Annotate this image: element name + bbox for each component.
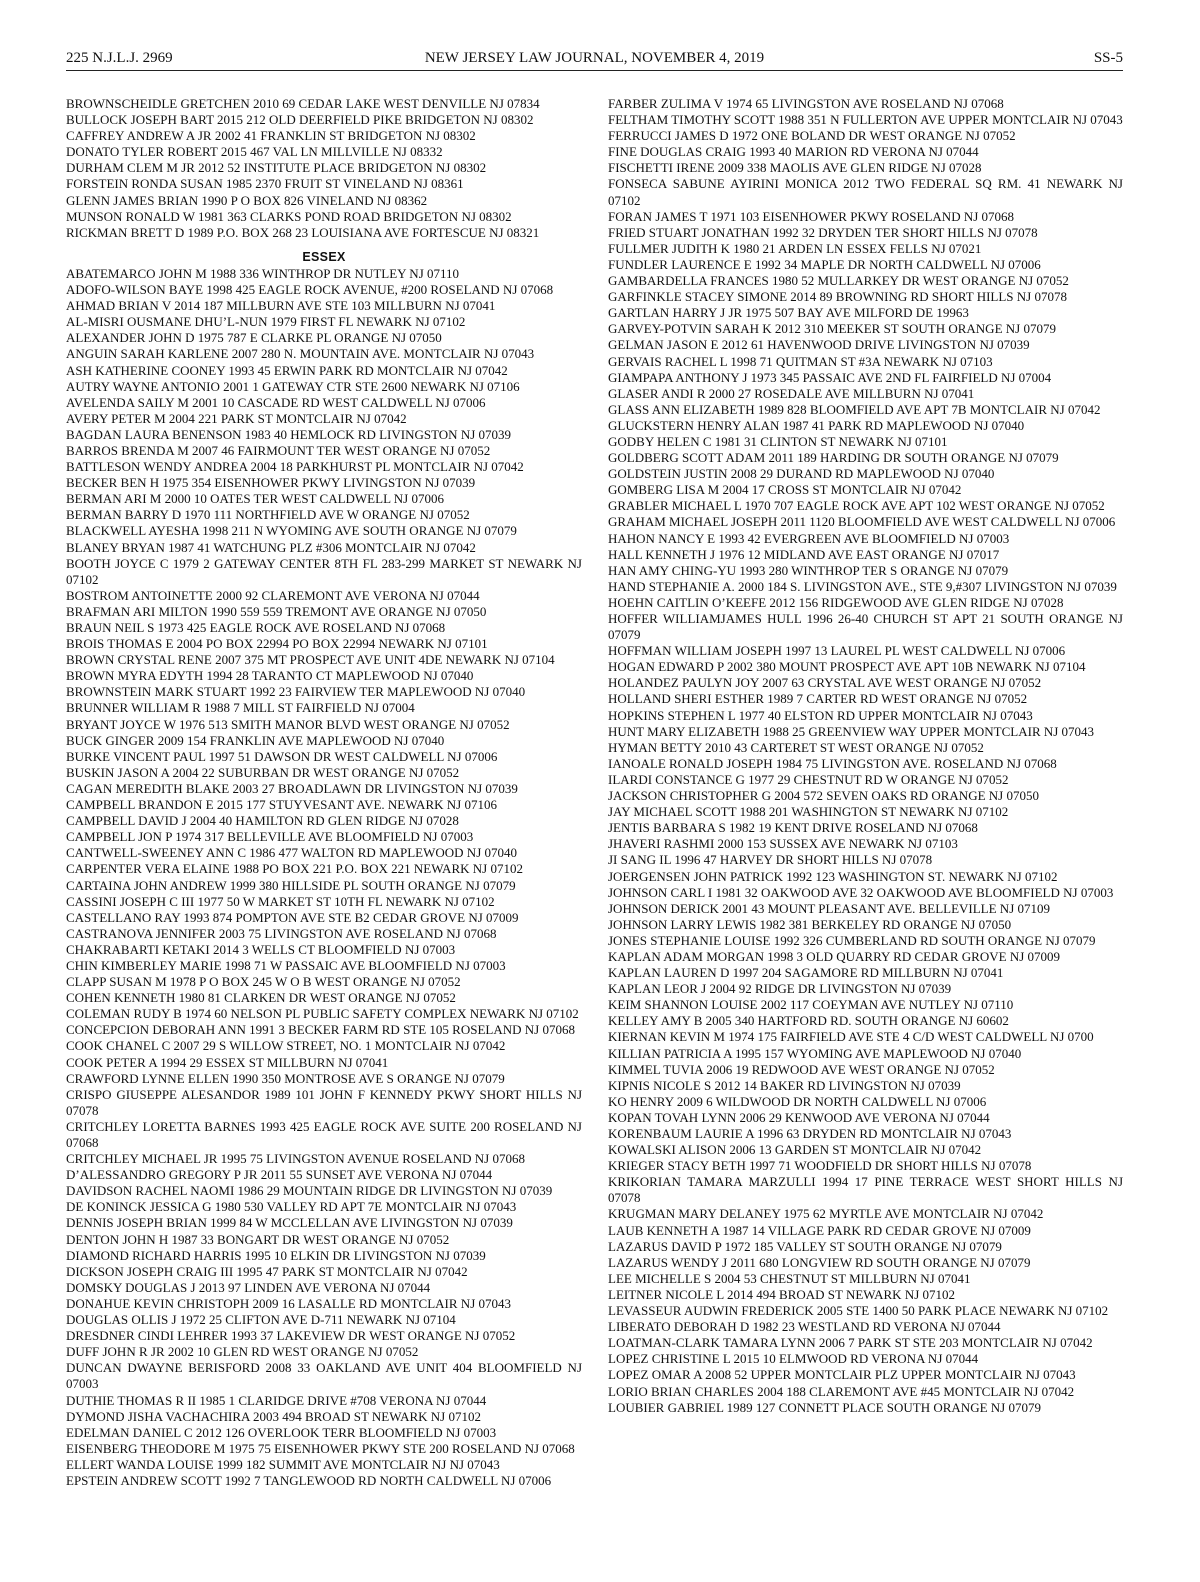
attorney-entry: HYMAN BETTY 2010 43 CARTERET ST WEST ORANGE NJ 07052 bbox=[608, 739, 984, 755]
attorney-entry: KRIEGER STACY BETH 1997 71 WOODFIELD DR SHORT HILLS NJ 07078 bbox=[608, 1158, 1032, 1174]
attorney-entry: IANOALE RONALD JOSEPH 1984 75 LIVINGSTON AVE. ROSELAND NJ 07068 bbox=[608, 755, 1057, 771]
attorney-entry: JONES STEPHANIE LOUISE 1992 326 CUMBERLAND RD SOUTH ORANGE NJ 07079 bbox=[608, 932, 1096, 948]
attorney-entry: CANTWELL-SWEENEY ANN C 1986 477 WALTON RD MAPLEWOOD NJ 07040 bbox=[66, 845, 518, 861]
attorney-entry: CASSINI JOSEPH C III 1977 50 W MARKET ST 10TH FL NEWARK NJ 07102 bbox=[66, 893, 495, 909]
attorney-entry: MUNSON RONALD W 1981 363 CLARKS POND ROAD BRIDGETON NJ 08302 bbox=[66, 208, 512, 224]
attorney-entry: GERVAIS RACHEL L 1998 71 QUITMAN ST #3A NEWARK NJ 07103 bbox=[608, 353, 993, 369]
attorney-entry: CASTRANOVA JENNIFER 2003 75 LIVINGSTON AVE ROSELAND NJ 07068 bbox=[66, 925, 497, 941]
attorney-entry: GLUCKSTERN HENRY ALAN 1987 41 PARK RD MAPLEWOOD NJ 07040 bbox=[608, 417, 1025, 433]
attorney-entry: HUNT MARY ELIZABETH 1988 25 GREENVIEW WAY UPPER MONTCLAIR NJ 07043 bbox=[608, 723, 1095, 739]
attorney-entry: DAVIDSON RACHEL NAOMI 1986 29 MOUNTAIN RIDGE DR LIVINGSTON NJ 07039 bbox=[66, 1183, 553, 1199]
attorney-entry: GLENN JAMES BRIAN 1990 P O BOX 826 VINELAND NJ 08362 bbox=[66, 192, 428, 208]
attorney-entry: ADOFO-WILSON BAYE 1998 425 EAGLE ROCK AVENUE, #200 ROSELAND NJ 07068 bbox=[66, 282, 554, 298]
attorney-entry: DE KONINCK JESSICA G 1980 530 VALLEY RD APT 7E MONTCLAIR NJ 07043 bbox=[66, 1199, 517, 1215]
attorney-entry: BUSKIN JASON A 2004 22 SUBURBAN DR WEST ORANGE NJ 07052 bbox=[66, 764, 460, 780]
attorney-entry: JAY MICHAEL SCOTT 1988 201 WASHINGTON ST NEWARK NJ 07102 bbox=[608, 804, 1009, 820]
attorney-entry: BRUNNER WILLIAM R 1988 7 MILL ST FAIRFIELD NJ 07004 bbox=[66, 700, 415, 716]
left-column bbox=[66, 96, 582, 1489]
attorney-entry: HOPKINS STEPHEN L 1977 40 ELSTON RD UPPER MONTCLAIR NJ 07043 bbox=[608, 707, 1033, 723]
attorney-entry: BERMAN ARI M 2000 10 OATES TER WEST CALDWELL NJ 07006 bbox=[66, 491, 444, 507]
attorney-entry: HAN AMY CHING-YU 1993 280 WINTHROP TER S ORANGE NJ 07079 bbox=[608, 562, 1009, 578]
attorney-entry: BECKER BEN H 1975 354 EISENHOWER PKWY LIVINGSTON NJ 07039 bbox=[66, 475, 476, 491]
attorney-entry: GOMBERG LISA M 2004 17 CROSS ST MONTCLAIR NJ 07042 bbox=[608, 482, 962, 498]
attorney-entry: LOPEZ OMAR A 2008 52 UPPER MONTCLAIR PLZ UPPER MONTCLAIR NJ 07043 bbox=[608, 1367, 1076, 1383]
attorney-entry: CLAPP SUSAN M 1978 P O BOX 245 W O B WEST ORANGE NJ 07052 bbox=[66, 974, 461, 990]
attorney-entry: JOHNSON CARL I 1981 32 OAKWOOD AVE 32 OAKWOOD AVE BLOOMFIELD NJ 07003 bbox=[608, 884, 1114, 900]
attorney-entry: BOSTROM ANTOINETTE 2000 92 CLAREMONT AVE VERONA NJ 07044 bbox=[66, 587, 480, 603]
attorney-entry: CARTAINA JOHN ANDREW 1999 380 HILLSIDE PL SOUTH ORANGE NJ 07079 bbox=[66, 877, 516, 893]
attorney-entry: COOK CHANEL C 2007 29 S WILLOW STREET, NO. 1 MONTCLAIR NJ 07042 bbox=[66, 1038, 506, 1054]
attorney-entry: KAPLAN ADAM MORGAN 1998 3 OLD QUARRY RD CEDAR GROVE NJ 07009 bbox=[608, 948, 1061, 964]
attorney-entry: GOLDSTEIN JUSTIN 2008 29 DURAND RD MAPLEWOOD NJ 07040 bbox=[608, 466, 995, 482]
attorney-entry: LIBERATO DEBORAH D 1982 23 WESTLAND RD VERONA NJ 07044 bbox=[608, 1319, 1001, 1335]
attorney-entry: KRUGMAN MARY DELANEY 1975 62 MYRTLE AVE MONTCLAIR NJ 07042 bbox=[608, 1206, 1044, 1222]
attorney-entry: KILLIAN PATRICIA A 1995 157 WYOMING AVE MAPLEWOOD NJ 07040 bbox=[608, 1045, 1022, 1061]
essex-list-left bbox=[66, 266, 582, 1489]
attorney-entry: ANGUIN SARAH KARLENE 2007 280 N. MOUNTAIN AVE. MONTCLAIR NJ 07043 bbox=[66, 346, 535, 362]
attorney-entry: DUFF JOHN R JR 2002 10 GLEN RD WEST ORANGE NJ 07052 bbox=[66, 1344, 419, 1360]
attorney-entry: LAZARUS DAVID P 1972 185 VALLEY ST SOUTH ORANGE NJ 07079 bbox=[608, 1238, 1002, 1254]
attorney-entry: CHAKRABARTI KETAKI 2014 3 WELLS CT BLOOMFIELD NJ 07003 bbox=[66, 941, 456, 957]
attorney-entry: LEITNER NICOLE L 2014 494 BROAD ST NEWARK NJ 07102 bbox=[608, 1286, 956, 1302]
attorney-entry: LOPEZ CHRISTINE L 2015 10 ELMWOOD RD VERONA NJ 07044 bbox=[608, 1351, 979, 1367]
attorney-entry: ILARDI CONSTANCE G 1977 29 CHESTNUT RD W ORANGE NJ 07052 bbox=[608, 771, 1009, 787]
attorney-entry: CONCEPCION DEBORAH ANN 1991 3 BECKER FARM RD STE 105 ROSELAND NJ 07068 bbox=[66, 1022, 575, 1038]
attorney-entry: EISENBERG THEODORE M 1975 75 EISENHOWER PKWY STE 200 ROSELAND NJ 07068 bbox=[66, 1440, 575, 1456]
attorney-entry: ALEXANDER JOHN D 1975 787 E CLARKE PL ORANGE NJ 07050 bbox=[66, 330, 442, 346]
attorney-entry: CAFFREY ANDREW A JR 2002 41 FRANKLIN ST BRIDGETON NJ 08302 bbox=[66, 128, 476, 144]
attorney-entry: GLASS ANN ELIZABETH 1989 828 BLOOMFIELD AVE APT 7B MONTCLAIR NJ 07042 bbox=[608, 401, 1101, 417]
attorney-entry: DURHAM CLEM M JR 2012 52 INSTITUTE PLACE BRIDGETON NJ 08302 bbox=[66, 160, 487, 176]
prior-county-list bbox=[66, 96, 582, 241]
attorney-entry: FINE DOUGLAS CRAIG 1993 40 MARION RD VERONA NJ 07044 bbox=[608, 144, 979, 160]
attorney-entry: GELMAN JASON E 2012 61 HAVENWOOD DRIVE LIVINGSTON NJ 07039 bbox=[608, 337, 1030, 353]
attorney-entry: GRAHAM MICHAEL JOSEPH 2011 1120 BLOOMFIELD AVE WEST CALDWELL NJ 07006 bbox=[608, 514, 1116, 530]
attorney-entry: GAMBARDELLA FRANCES 1980 52 MULLARKEY DR WEST ORANGE NJ 07052 bbox=[608, 273, 1069, 289]
attorney-entry: CRITCHLEY MICHAEL JR 1995 75 LIVINGSTON AVENUE ROSELAND NJ 07068 bbox=[66, 1151, 525, 1167]
attorney-entry: GARVEY-POTVIN SARAH K 2012 310 MEEKER ST SOUTH ORANGE NJ 07079 bbox=[608, 321, 1056, 337]
attorney-entry: BATTLESON WENDY ANDREA 2004 18 PARKHURST PL MONTCLAIR NJ 07042 bbox=[66, 459, 524, 475]
attorney-entry: DOMSKY DOUGLAS J 2013 97 LINDEN AVE VERONA NJ 07044 bbox=[66, 1279, 431, 1295]
attorney-entry: HOLLAND SHERI ESTHER 1989 7 CARTER RD WEST ORANGE NJ 07052 bbox=[608, 691, 1028, 707]
attorney-entry: HALL KENNETH J 1976 12 MIDLAND AVE EAST ORANGE NJ 07017 bbox=[608, 546, 1000, 562]
attorney-entry: EPSTEIN ANDREW SCOTT 1992 7 TANGLEWOOD RD NORTH CALDWELL NJ 07006 bbox=[66, 1472, 552, 1488]
attorney-entry: FERRUCCI JAMES D 1972 ONE BOLAND DR WEST ORANGE NJ 07052 bbox=[608, 128, 1016, 144]
attorney-entry: FONSECA SABUNE AYIRINI MONICA 2012 TWO FEDERAL SQ RM. 41 NEWARK NJ 07102 bbox=[608, 176, 1123, 208]
attorney-entry: LORIO BRIAN CHARLES 2004 188 CLAREMONT AVE #45 MONTCLAIR NJ 07042 bbox=[608, 1383, 1075, 1399]
attorney-entry: FISCHETTI IRENE 2009 338 MAOLIS AVE GLEN RIDGE NJ 07028 bbox=[608, 160, 982, 176]
attorney-entry: DUNCAN DWAYNE BERISFORD 2008 33 OAKLAND AVE UNIT 404 BLOOMFIELD NJ 07003 bbox=[66, 1360, 582, 1392]
attorney-entry: CAGAN MEREDITH BLAKE 2003 27 BROADLAWN DR LIVINGSTON NJ 07039 bbox=[66, 780, 518, 796]
attorney-entry: BROWNSTEIN MARK STUART 1992 23 FAIRVIEW TER MAPLEWOOD NJ 07040 bbox=[66, 684, 526, 700]
attorney-entry: FORSTEIN RONDA SUSAN 1985 2370 FRUIT ST VINELAND NJ 08361 bbox=[66, 176, 464, 192]
attorney-entry: CRAWFORD LYNNE ELLEN 1990 350 MONTROSE AVE S ORANGE NJ 07079 bbox=[66, 1070, 505, 1086]
attorney-entry: BRAUN NEIL S 1973 425 EAGLE ROCK AVE ROSELAND NJ 07068 bbox=[66, 620, 446, 635]
attorney-entry: JACKSON CHRISTOPHER G 2004 572 SEVEN OAKS RD ORANGE NJ 07050 bbox=[608, 788, 1039, 804]
attorney-entry: AVELENDA SAILY M 2001 10 CASCADE RD WEST CALDWELL NJ 07006 bbox=[66, 394, 486, 410]
citation: 225 N.J.L.J. 2969 bbox=[66, 50, 173, 66]
attorney-entry: GARTLAN HARRY J JR 1975 507 BAY AVE MILFORD DE 19963 bbox=[608, 305, 969, 321]
attorney-entry: BUCK GINGER 2009 154 FRANKLIN AVE MAPLEWOOD NJ 07040 bbox=[66, 732, 445, 748]
attorney-entry: BLACKWELL AYESHA 1998 211 N WYOMING AVE SOUTH ORANGE NJ 07079 bbox=[66, 523, 517, 539]
attorney-entry: COOK PETER A 1994 29 ESSEX ST MILLBURN NJ 07041 bbox=[66, 1054, 389, 1070]
attorney-entry: KEIM SHANNON LOUISE 2002 117 COEYMAN AVE NUTLEY NJ 07110 bbox=[608, 997, 1014, 1013]
attorney-entry: ELLERT WANDA LOUISE 1999 182 SUMMIT AVE MONTCLAIR NJ NJ 07043 bbox=[66, 1456, 500, 1472]
attorney-entry: HAND STEPHANIE A. 2000 184 S. LIVINGSTON AVE., STE 9,#307 LIVINGSTON NJ 07039 bbox=[608, 578, 1117, 594]
attorney-entry: AVERY PETER M 2004 221 PARK ST MONTCLAIR NJ 07042 bbox=[66, 410, 407, 426]
attorney-entry: BARROS BRENDA M 2007 46 FAIRMOUNT TER WEST ORANGE NJ 07052 bbox=[66, 442, 491, 458]
attorney-entry: KIPNIS NICOLE S 2012 14 BAKER RD LIVINGSTON NJ 07039 bbox=[608, 1077, 961, 1093]
attorney-entry: KORENBAUM LAURIE A 1996 63 DRYDEN RD MONTCLAIR NJ 07043 bbox=[608, 1126, 1012, 1141]
attorney-entry: KOPAN TOVAH LYNN 2006 29 KENWOOD AVE VERONA NJ 07044 bbox=[608, 1109, 990, 1125]
section-title: ESSEX bbox=[302, 249, 346, 264]
attorney-entry: KAPLAN LAUREN D 1997 204 SAGAMORE RD MILLBURN NJ 07041 bbox=[608, 965, 1004, 981]
attorney-entry: GOLDBERG SCOTT ADAM 2011 189 HARDING DR SOUTH ORANGE NJ 07079 bbox=[608, 450, 1059, 466]
attorney-entry: D’ALESSANDRO GREGORY P JR 2011 55 SUNSET AVE VERONA NJ 07044 bbox=[66, 1167, 493, 1183]
attorney-entry: LEE MICHELLE S 2004 53 CHESTNUT ST MILLBURN NJ 07041 bbox=[608, 1270, 971, 1286]
attorney-entry: AL-MISRI OUSMANE DHU’L-NUN 1979 FIRST FL NEWARK NJ 07102 bbox=[66, 314, 466, 330]
attorney-entry: HOGAN EDWARD P 2002 380 MOUNT PROSPECT AVE APT 10B NEWARK NJ 07104 bbox=[608, 659, 1086, 675]
attorney-entry: GLASER ANDI R 2000 27 ROSEDALE AVE MILLBURN NJ 07041 bbox=[608, 385, 975, 401]
attorney-entry: LOUBIER GABRIEL 1989 127 CONNETT PLACE SOUTH ORANGE NJ 07079 bbox=[608, 1399, 1041, 1415]
attorney-entry: GODBY HELEN C 1981 31 CLINTON ST NEWARK NJ 07101 bbox=[608, 433, 948, 449]
right-column bbox=[608, 96, 1123, 1416]
attorney-entry: JHAVERI RASHMI 2000 153 SUSSEX AVE NEWARK NJ 07103 bbox=[608, 836, 958, 852]
attorney-entry: FUNDLER LAURENCE E 1992 34 MAPLE DR NORTH CALDWELL NJ 07006 bbox=[608, 256, 1041, 272]
attorney-entry: DRESDNER CINDI LEHRER 1993 37 LAKEVIEW DR WEST ORANGE NJ 07052 bbox=[66, 1328, 516, 1344]
attorney-entry: LAZARUS WENDY J 2011 680 LONGVIEW RD SOUTH ORANGE NJ 07079 bbox=[608, 1254, 1031, 1270]
attorney-entry: AUTRY WAYNE ANTONIO 2001 1 GATEWAY CTR STE 2600 NEWARK NJ 07106 bbox=[66, 378, 520, 394]
page-header bbox=[66, 48, 1123, 71]
attorney-entry: EDELMAN DANIEL C 2012 126 OVERLOOK TERR BLOOMFIELD NJ 07003 bbox=[66, 1424, 497, 1440]
attorney-entry: LEVASSEUR AUDWIN FREDERICK 2005 STE 1400 50 PARK PLACE NEWARK NJ 07102 bbox=[608, 1303, 1109, 1319]
attorney-entry: BURKE VINCENT PAUL 1997 51 DAWSON DR WEST CALDWELL NJ 07006 bbox=[66, 748, 498, 764]
attorney-entry: DICKSON JOSEPH CRAIG III 1995 47 PARK ST MONTCLAIR NJ 07042 bbox=[66, 1263, 468, 1279]
attorney-entry: HAHON NANCY E 1993 42 EVERGREEN AVE BLOOMFIELD NJ 07003 bbox=[608, 530, 1010, 546]
attorney-entry: BERMAN BARRY D 1970 111 NORTHFIELD AVE W ORANGE NJ 07052 bbox=[66, 507, 470, 523]
attorney-entry: KAPLAN LEOR J 2004 92 RIDGE DR LIVINGSTON NJ 07039 bbox=[608, 981, 952, 997]
attorney-entry: BLANEY BRYAN 1987 41 WATCHUNG PLZ #306 MONTCLAIR NJ 07042 bbox=[66, 539, 476, 555]
attorney-entry: DENNIS JOSEPH BRIAN 1999 84 W MCCLELLAN AVE LIVINGSTON NJ 07039 bbox=[66, 1215, 513, 1231]
attorney-entry: CAMPBELL JON P 1974 317 BELLEVILLE AVE BLOOMFIELD NJ 07003 bbox=[66, 829, 474, 845]
attorney-entry: DONAHUE KEVIN CHRISTOPH 2009 16 LASALLE RD MONTCLAIR NJ 07043 bbox=[66, 1295, 512, 1311]
attorney-entry: CAMPBELL BRANDON E 2015 177 STUYVESANT AVE. NEWARK NJ 07106 bbox=[66, 797, 497, 813]
attorney-entry: DENTON JOHN H 1987 33 BONGART DR WEST ORANGE NJ 07052 bbox=[66, 1231, 450, 1247]
attorney-entry: ASH KATHERINE COONEY 1993 45 ERWIN PARK RD MONTCLAIR NJ 07042 bbox=[66, 362, 508, 378]
essex-list-right bbox=[608, 96, 1123, 1416]
attorney-entry: JOERGENSEN JOHN PATRICK 1992 123 WASHINGTON ST. NEWARK NJ 07102 bbox=[608, 868, 1058, 884]
attorney-entry: HOLANDEZ PAULYN JOY 2007 63 CRYSTAL AVE WEST ORANGE NJ 07052 bbox=[608, 675, 1042, 691]
attorney-entry: KIMMEL TUVIA 2006 19 REDWOOD AVE WEST ORANGE NJ 07052 bbox=[608, 1061, 995, 1077]
attorney-entry: BRYANT JOYCE W 1976 513 SMITH MANOR BLVD WEST ORANGE NJ 07052 bbox=[66, 716, 510, 732]
attorney-entry: KOWALSKI ALISON 2006 13 GARDEN ST MONTCLAIR NJ 07042 bbox=[608, 1142, 982, 1158]
attorney-entry: CRITCHLEY LORETTA BARNES 1993 425 EAGLE ROCK AVE SUITE 200 ROSELAND NJ 07068 bbox=[66, 1118, 582, 1150]
attorney-entry: JOHNSON LARRY LEWIS 1982 381 BERKELEY RD ORANGE NJ 07050 bbox=[608, 916, 1012, 932]
attorney-entry: BROIS THOMAS E 2004 PO BOX 22994 PO BOX 22994 NEWARK NJ 07101 bbox=[66, 636, 488, 652]
attorney-entry: DIAMOND RICHARD HARRIS 1995 10 ELKIN DR LIVINGSTON NJ 07039 bbox=[66, 1247, 486, 1263]
attorney-entry: ABATEMARCO JOHN M 1988 336 WINTHROP DR NUTLEY NJ 07110 bbox=[66, 265, 460, 281]
attorney-entry: BAGDAN LAURA BENENSON 1983 40 HEMLOCK RD LIVINGSTON NJ 07039 bbox=[66, 426, 512, 442]
attorney-entry: GIAMPAPA ANTHONY J 1973 345 PASSAIC AVE 2ND FL FAIRFIELD NJ 07004 bbox=[608, 369, 1052, 385]
attorney-entry: BROWN MYRA EDYTH 1994 28 TARANTO CT MAPLEWOOD NJ 07040 bbox=[66, 668, 474, 684]
attorney-entry: HOFFER WILLIAMJAMES HULL 1996 26-40 CHURCH ST APT 21 SOUTH ORANGE NJ 07079 bbox=[608, 611, 1123, 643]
attorney-entry: JI SANG IL 1996 47 HARVEY DR SHORT HILLS NJ 07078 bbox=[608, 852, 933, 868]
page-number: SS-5 bbox=[1093, 50, 1123, 66]
attorney-entry: FARBER ZULIMA V 1974 65 LIVINGSTON AVE ROSELAND NJ 07068 bbox=[608, 96, 1004, 111]
attorney-entry: DUTHIE THOMAS R II 1985 1 CLARIDGE DRIVE #708 VERONA NJ 07044 bbox=[66, 1392, 487, 1408]
attorney-entry: KO HENRY 2009 6 WILDWOOD DR NORTH CALDWELL NJ 07006 bbox=[608, 1093, 987, 1109]
publication-title: NEW JERSEY LAW JOURNAL, NOVEMBER 4, 2019 bbox=[424, 50, 765, 66]
attorney-entry: FULLMER JUDITH K 1980 21 ARDEN LN ESSEX FELLS NJ 07021 bbox=[608, 240, 982, 256]
attorney-entry: CRISPO GIUSEPPE ALESANDOR 1989 101 JOHN F KENNEDY PKWY SHORT HILLS NJ 07078 bbox=[66, 1086, 582, 1118]
attorney-entry: LAUB KENNETH A 1987 14 VILLAGE PARK RD CEDAR GROVE NJ 07009 bbox=[608, 1222, 1031, 1238]
attorney-entry: FELTHAM TIMOTHY SCOTT 1988 351 N FULLERTON AVE UPPER MONTCLAIR NJ 07043 bbox=[608, 112, 1123, 128]
attorney-entry: GARFINKLE STACEY SIMONE 2014 89 BROWNING RD SHORT HILLS NJ 07078 bbox=[608, 289, 1067, 305]
attorney-entry: CASTELLANO RAY 1993 874 POMPTON AVE STE B2 CEDAR GROVE NJ 07009 bbox=[66, 909, 519, 925]
attorney-entry: COHEN KENNETH 1980 81 CLARKEN DR WEST ORANGE NJ 07052 bbox=[66, 990, 456, 1006]
attorney-entry: DONATO TYLER ROBERT 2015 467 VAL LN MILLVILLE NJ 08332 bbox=[66, 144, 443, 160]
attorney-entry: JOHNSON DERICK 2001 43 MOUNT PLEASANT AVE. BELLEVILLE NJ 07109 bbox=[608, 900, 1051, 916]
attorney-entry: LOATMAN-CLARK TAMARA LYNN 2006 7 PARK ST STE 203 MONTCLAIR NJ 07042 bbox=[608, 1335, 1093, 1351]
attorney-entry: CARPENTER VERA ELAINE 1988 PO BOX 221 P.O. BOX 221 NEWARK NJ 07102 bbox=[66, 861, 523, 877]
attorney-entry: KIERNAN KEVIN M 1974 175 FAIRFIELD AVE STE 4 C/D WEST CALDWELL NJ 0700 bbox=[608, 1029, 1094, 1045]
attorney-entry: BRAFMAN ARI MILTON 1990 559 559 TREMONT AVE ORANGE NJ 07050 bbox=[66, 603, 487, 619]
attorney-entry: BROWN CRYSTAL RENE 2007 375 MT PROSPECT AVE UNIT 4DE NEWARK NJ 07104 bbox=[66, 652, 555, 668]
attorney-entry: COLEMAN RUDY B 1974 60 NELSON PL PUBLIC SAFETY COMPLEX NEWARK NJ 07102 bbox=[66, 1006, 579, 1022]
attorney-entry: GRABLER MICHAEL L 1970 707 EAGLE ROCK AVE APT 102 WEST ORANGE NJ 07052 bbox=[608, 498, 1105, 514]
attorney-entry: KELLEY AMY B 2005 340 HARTFORD RD. SOUTH ORANGE NJ 60602 bbox=[608, 1013, 1009, 1029]
attorney-entry: RICKMAN BRETT D 1989 P.O. BOX 268 23 LOUISIANA AVE FORTESCUE NJ 08321 bbox=[66, 224, 540, 240]
attorney-entry: CAMPBELL DAVID J 2004 40 HAMILTON RD GLEN RIDGE NJ 07028 bbox=[66, 813, 459, 829]
attorney-entry: HOEHN CAITLIN O’KEEFE 2012 156 RIDGEWOOD AVE GLEN RIDGE NJ 07028 bbox=[608, 594, 1064, 610]
attorney-entry: FRIED STUART JONATHAN 1992 32 DRYDEN TER SHORT HILLS NJ 07078 bbox=[608, 224, 1038, 240]
attorney-entry: FORAN JAMES T 1971 103 EISENHOWER PKWY ROSELAND NJ 07068 bbox=[608, 208, 1015, 224]
attorney-entry: KRIKORIAN TAMARA MARZULLI 1994 17 PINE TERRACE WEST SHORT HILLS NJ 07078 bbox=[608, 1174, 1123, 1206]
attorney-entry: BULLOCK JOSEPH BART 2015 212 OLD DEERFIELD PIKE BRIDGETON NJ 08302 bbox=[66, 112, 534, 128]
attorney-entry: BROWNSCHEIDLE GRETCHEN 2010 69 CEDAR LAKE WEST DENVILLE NJ 07834 bbox=[66, 96, 540, 111]
attorney-entry: DYMOND JISHA VACHACHIRA 2003 494 BROAD ST NEWARK NJ 07102 bbox=[66, 1408, 481, 1424]
attorney-entry: HOFFMAN WILLIAM JOSEPH 1997 13 LAUREL PL WEST CALDWELL NJ 07006 bbox=[608, 643, 1066, 659]
attorney-entry: CHIN KIMBERLEY MARIE 1998 71 W PASSAIC AVE BLOOMFIELD NJ 07003 bbox=[66, 957, 506, 973]
attorney-entry: DOUGLAS OLLIS J 1972 25 CLIFTON AVE D-711 NEWARK NJ 07104 bbox=[66, 1312, 456, 1328]
attorney-entry: BOOTH JOYCE C 1979 2 GATEWAY CENTER 8TH FL 283-299 MARKET ST NEWARK NJ 07102 bbox=[66, 555, 582, 587]
attorney-entry: AHMAD BRIAN V 2014 187 MILLBURN AVE STE 103 MILLBURN NJ 07041 bbox=[66, 298, 496, 314]
attorney-entry: JENTIS BARBARA S 1982 19 KENT DRIVE ROSELAND NJ 07068 bbox=[608, 820, 978, 836]
